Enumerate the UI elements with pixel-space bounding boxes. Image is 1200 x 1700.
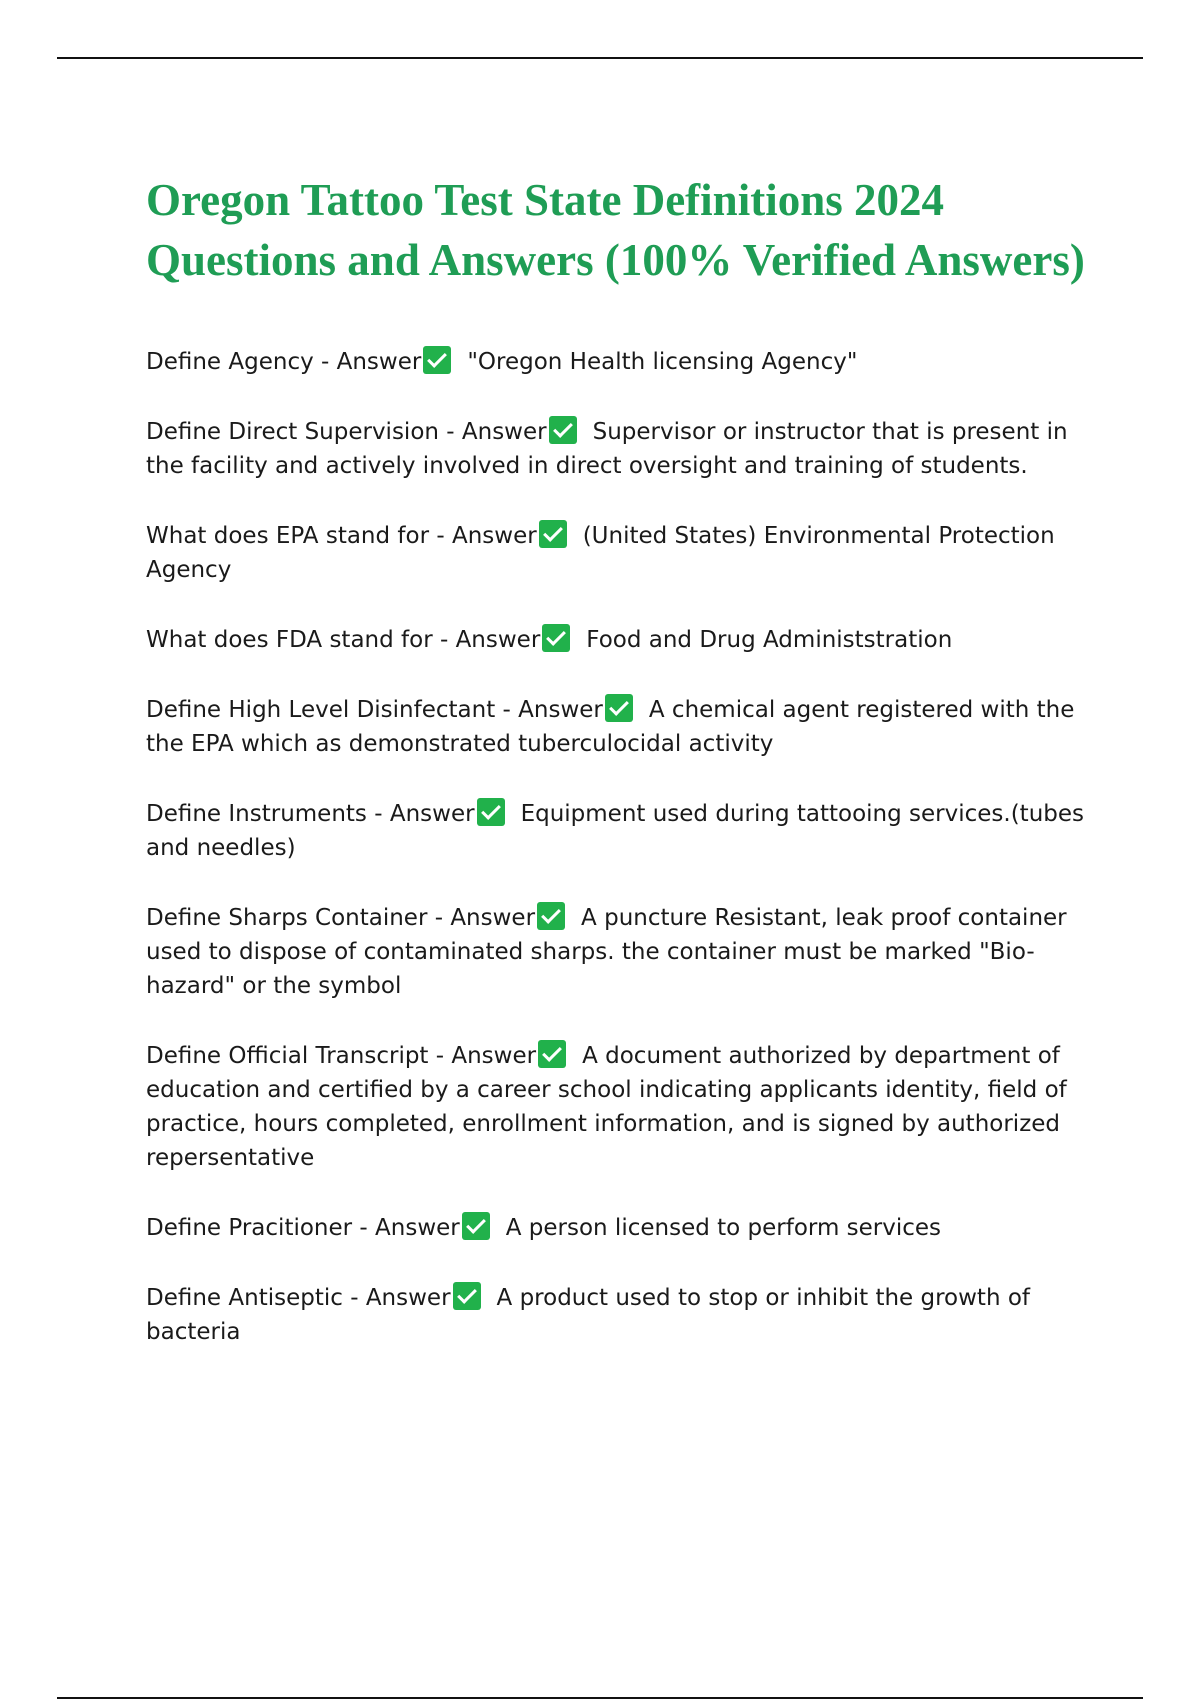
qa-item bbox=[146, 1211, 1096, 1245]
question-text: Define Direct Supervision - Answer bbox=[146, 419, 547, 445]
check-mark-icon bbox=[538, 1040, 566, 1068]
question-text: What does EPA stand for - Answer bbox=[146, 523, 537, 549]
answer-text: "Oregon Health licensing Agency" bbox=[467, 349, 858, 375]
question-text: Define High Level Disinfectant - Answer bbox=[146, 697, 603, 723]
qa-item bbox=[146, 345, 1096, 379]
qa-item bbox=[146, 519, 1096, 587]
answer-text: Food and Drug Administstration bbox=[586, 627, 953, 653]
question-text: Define Agency - Answer bbox=[146, 349, 422, 375]
check-mark-icon bbox=[549, 416, 577, 444]
question-text: What does FDA stand for - Answer bbox=[146, 627, 541, 653]
answer-text: Supervisor or instructor that is present in the facility and actively involved in direct oversight and training of students. bbox=[146, 419, 1068, 479]
qa-item bbox=[146, 797, 1096, 865]
qa-item bbox=[146, 623, 1096, 657]
question-text: Define Antiseptic - Answer bbox=[146, 1285, 451, 1311]
answer-text: A product used to stop or inhibit the growth of bacteria bbox=[146, 1285, 1031, 1345]
check-mark-icon bbox=[605, 694, 633, 722]
check-mark-icon bbox=[537, 902, 565, 930]
question-text: Define Instruments - Answer bbox=[146, 801, 475, 827]
document-body bbox=[146, 170, 1096, 1385]
qa-item bbox=[146, 693, 1096, 761]
answer-text: A puncture Resistant, leak proof container used to dispose of contaminated sharps. the container must be marked "Bio-hazard" or the symbol bbox=[146, 905, 1067, 999]
bottom-rule bbox=[57, 1697, 1143, 1699]
check-mark-icon bbox=[423, 346, 451, 374]
answer-text: A document authorized by department of education and certified by a career school indicating applicants identity, field of practice, hours completed, enrollment information, and is signed by authorized repersentative bbox=[146, 1043, 1067, 1171]
answer-text: A person licensed to perform services bbox=[505, 1215, 942, 1241]
document-title: Oregon Tattoo Test State Definitions 2024 Questions and Answers (100% Verified Answers) bbox=[146, 175, 1085, 285]
check-mark-icon bbox=[477, 798, 505, 826]
answer-text: Equipment used during tattooing services.(tubes and needles) bbox=[146, 801, 1085, 861]
qa-item bbox=[146, 901, 1096, 1003]
check-mark-icon bbox=[539, 520, 567, 548]
answer-text: (United States) Environmental Protection Agency bbox=[146, 523, 1055, 583]
question-text: Define Sharps Container - Answer bbox=[146, 905, 536, 931]
qa-item bbox=[146, 1039, 1096, 1175]
question-text: Define Official Transcript - Answer bbox=[146, 1043, 537, 1069]
check-mark-icon bbox=[462, 1212, 490, 1240]
question-text: Define Pracitioner - Answer bbox=[146, 1215, 460, 1241]
qa-item bbox=[146, 1281, 1096, 1349]
qa-item bbox=[146, 415, 1096, 483]
answer-text: A chemical agent registered with the the EPA which as demonstrated tuberculocidal activity bbox=[146, 697, 1075, 757]
check-mark-icon bbox=[453, 1282, 481, 1310]
top-rule bbox=[57, 57, 1143, 59]
check-mark-icon bbox=[542, 624, 570, 652]
